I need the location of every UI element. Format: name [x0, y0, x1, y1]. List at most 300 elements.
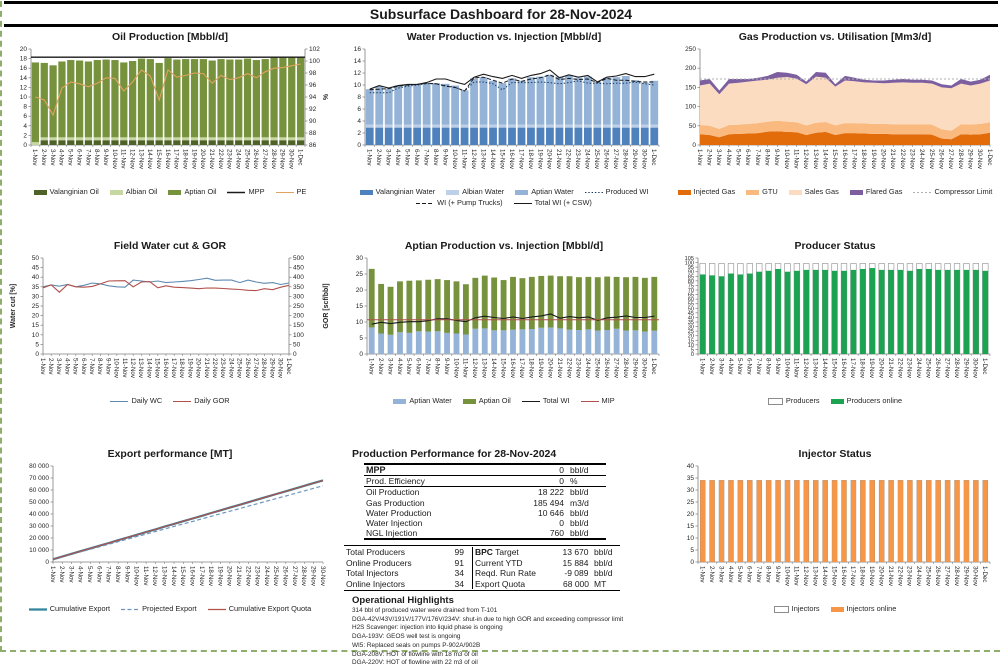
svg-text:30-Nov: 30-Nov: [287, 149, 295, 169]
svg-text:10-Nov: 10-Nov: [132, 566, 140, 586]
legend-item: [446, 187, 504, 197]
svg-text:3-Nov: 3-Nov: [715, 149, 723, 166]
row-unit: bbl/d: [566, 464, 606, 476]
svg-text:17-Nov: 17-Nov: [197, 566, 205, 586]
svg-text:95: 95: [687, 265, 694, 272]
row-unit: bbl/d: [570, 518, 589, 529]
svg-text:25: 25: [686, 499, 694, 506]
highlight-line: WI5: Replaced seals on pumps P-902A/902B: [352, 641, 481, 649]
svg-text:35: 35: [686, 475, 694, 482]
svg-text:0: 0: [359, 351, 363, 358]
chart-title: Field Water cut & GOR: [113, 240, 227, 252]
svg-text:0: 0: [690, 559, 694, 566]
svg-text:5-Nov: 5-Nov: [66, 149, 74, 166]
svg-text:9-Nov: 9-Nov: [773, 566, 781, 583]
highlight-line: H2S Scavenger: injection into liquid phase is ongoing: [352, 624, 503, 632]
highlight-line: DGA-42V/43V/191V/177V/176V/234V: shut-in due to high GOR and exceeding compressor limit: [352, 615, 624, 623]
svg-text:4-Nov: 4-Nov: [726, 358, 734, 375]
highlight-line: DGA-208V: HOT of flowline with 18 m3 of oil: [352, 650, 478, 658]
svg-text:17-Nov: 17-Nov: [849, 358, 857, 378]
svg-text:10: 10: [686, 535, 694, 542]
svg-text:5-Nov: 5-Nov: [734, 149, 742, 166]
svg-text:55: 55: [687, 301, 694, 308]
legend-item: [110, 396, 162, 406]
svg-text:9-Nov: 9-Nov: [104, 358, 112, 375]
svg-text:8: 8: [23, 103, 27, 111]
chart-legend: [338, 187, 670, 208]
svg-text:94: 94: [309, 94, 317, 101]
svg-text:1-Nov: 1-Nov: [48, 566, 56, 583]
svg-text:18-Nov: 18-Nov: [178, 358, 186, 378]
svg-text:10: 10: [31, 331, 39, 339]
svg-text:8-Nov: 8-Nov: [433, 358, 441, 375]
row-label: Oil Production: [366, 487, 420, 498]
svg-text:25-Nov: 25-Nov: [924, 566, 932, 586]
svg-text:90: 90: [309, 118, 317, 125]
svg-text:24-Nov: 24-Nov: [584, 358, 592, 378]
svg-text:80: 80: [687, 278, 694, 285]
legend-item: [463, 396, 511, 406]
svg-text:3-Nov: 3-Nov: [67, 566, 75, 583]
row-value: 15 884: [562, 557, 589, 568]
svg-text:88: 88: [309, 130, 317, 137]
dashboard-grid: [2, 27, 1000, 667]
svg-text:14-Nov: 14-Nov: [820, 358, 828, 378]
gas-production-chart: [670, 27, 1000, 236]
svg-text:22-Nov: 22-Nov: [216, 149, 224, 169]
legend-item: [774, 604, 820, 614]
row-value: 185 494: [533, 497, 564, 508]
svg-text:13-Nov: 13-Nov: [811, 149, 819, 169]
gas-production-plot: [672, 43, 998, 189]
svg-text:19-Nov: 19-Nov: [216, 566, 224, 586]
operational-highlights-list: [352, 607, 664, 668]
svg-text:13-Nov: 13-Nov: [811, 566, 819, 586]
legend-item: [34, 187, 99, 197]
svg-text:90: 90: [687, 269, 694, 276]
svg-text:20-Nov: 20-Nov: [194, 358, 202, 378]
svg-text:15: 15: [355, 303, 363, 310]
svg-text:3-Nov: 3-Nov: [48, 149, 56, 166]
svg-text:150: 150: [685, 84, 696, 92]
svg-text:50: 50: [31, 255, 39, 262]
svg-text:13-Nov: 13-Nov: [137, 358, 145, 378]
svg-text:19-Nov: 19-Nov: [869, 149, 877, 169]
row-value: -9 089: [564, 568, 589, 579]
svg-text:21-Nov: 21-Nov: [555, 149, 563, 169]
legend-swatch: [515, 190, 528, 195]
svg-text:8-Nov: 8-Nov: [96, 358, 104, 375]
svg-text:2: 2: [23, 132, 27, 140]
svg-text:25-Nov: 25-Nov: [272, 566, 280, 586]
legend-swatch: [416, 200, 434, 207]
svg-text:1-Dec: 1-Dec: [981, 358, 989, 375]
svg-text:13-Nov: 13-Nov: [137, 149, 145, 169]
svg-text:5-Nov: 5-Nov: [736, 358, 744, 375]
svg-text:1-Dec: 1-Dec: [650, 149, 658, 166]
svg-text:18: 18: [19, 55, 27, 63]
svg-text:14-Nov: 14-Nov: [145, 358, 153, 378]
svg-text:12-Nov: 12-Nov: [128, 149, 136, 169]
svg-text:7-Nov: 7-Nov: [755, 566, 763, 583]
svg-text:26-Nov: 26-Nov: [933, 566, 941, 586]
svg-text:11-Nov: 11-Nov: [792, 566, 800, 586]
row-unit: %: [566, 476, 606, 487]
svg-text:22-Nov: 22-Nov: [211, 358, 218, 378]
svg-text:10-Nov: 10-Nov: [110, 149, 118, 169]
svg-text:14-Nov: 14-Nov: [169, 566, 177, 586]
svg-text:5-Nov: 5-Nov: [405, 358, 413, 375]
row-unit: bbl/d: [566, 528, 606, 539]
legend-item: [831, 396, 902, 406]
svg-text:11-Nov: 11-Nov: [141, 566, 149, 586]
svg-text:10: 10: [687, 342, 694, 349]
svg-text:15: 15: [31, 322, 39, 330]
svg-text:1-Dec: 1-Dec: [985, 149, 993, 166]
svg-text:7-Nov: 7-Nov: [88, 358, 95, 375]
svg-text:8-Nov: 8-Nov: [431, 149, 439, 166]
highlight-line: DGA-193V: GEOS well test is ongoing: [352, 633, 461, 641]
svg-text:24-Nov: 24-Nov: [915, 358, 923, 378]
svg-text:5: 5: [35, 341, 39, 349]
svg-text:23-Nov: 23-Nov: [905, 358, 913, 378]
row-value: 91: [454, 557, 464, 568]
legend-item: [913, 187, 992, 197]
svg-text:20-Nov: 20-Nov: [877, 566, 885, 586]
svg-text:11-Nov: 11-Nov: [461, 358, 469, 378]
svg-text:4-Nov: 4-Nov: [724, 149, 732, 166]
svg-text:12-Nov: 12-Nov: [469, 149, 477, 169]
svg-text:8-Nov: 8-Nov: [763, 149, 771, 166]
svg-text:13-Nov: 13-Nov: [811, 358, 819, 378]
row-value: 13 670: [562, 547, 589, 558]
row-label: Current YTD: [475, 557, 523, 568]
svg-text:12-Nov: 12-Nov: [471, 358, 479, 378]
svg-text:1-Nov: 1-Nov: [365, 149, 373, 166]
legend-item: [110, 187, 158, 197]
legend-item: [746, 187, 778, 197]
table-row: [364, 518, 606, 528]
svg-text:22-Nov: 22-Nov: [898, 149, 906, 169]
svg-text:7-Nov: 7-Nov: [84, 149, 92, 166]
row-value: 10 646: [538, 507, 564, 518]
legend-swatch: [173, 398, 191, 405]
svg-text:500: 500: [293, 255, 304, 262]
svg-text:13-Nov: 13-Nov: [480, 358, 488, 378]
svg-text:19-Nov: 19-Nov: [186, 358, 194, 378]
table-row: [473, 579, 621, 589]
svg-text:4-Nov: 4-Nov: [76, 566, 84, 583]
legend-item: [514, 198, 592, 208]
svg-text:30 000: 30 000: [29, 523, 49, 530]
svg-text:27-Nov: 27-Nov: [947, 149, 955, 169]
svg-text:25-Nov: 25-Nov: [593, 358, 601, 378]
svg-text:30-Nov: 30-Nov: [976, 149, 984, 169]
legend-label: Projected Export: [142, 604, 197, 613]
chart-legend: [2, 604, 338, 614]
page-title: Subsurface Dashboard for 28-Nov-2024: [4, 1, 998, 27]
svg-text:23-Nov: 23-Nov: [574, 358, 582, 378]
row-unit: bbl/d: [594, 568, 613, 579]
svg-text:9-Nov: 9-Nov: [123, 566, 131, 583]
svg-text:16-Nov: 16-Nov: [839, 566, 847, 586]
svg-text:27-Nov: 27-Nov: [612, 358, 620, 378]
svg-text:6-Nov: 6-Nov: [95, 566, 103, 583]
svg-text:70: 70: [687, 288, 694, 294]
svg-text:4-Nov: 4-Nov: [726, 566, 734, 583]
svg-text:10-Nov: 10-Nov: [450, 149, 458, 169]
legend-label: Injectors online: [846, 604, 897, 613]
row-value: 760: [502, 528, 566, 539]
svg-text:17-Nov: 17-Nov: [170, 358, 177, 378]
svg-text:45: 45: [31, 264, 39, 272]
table-row: [364, 528, 606, 539]
row-label: Prod. Efficiency: [364, 476, 502, 487]
svg-text:11-Nov: 11-Nov: [792, 358, 800, 378]
svg-text:19-Nov: 19-Nov: [190, 149, 198, 169]
svg-text:9-Nov: 9-Nov: [442, 358, 450, 375]
svg-text:3-Nov: 3-Nov: [386, 358, 394, 375]
svg-text:2-Nov: 2-Nov: [375, 149, 383, 166]
legend-swatch: [746, 190, 759, 195]
svg-text:18-Nov: 18-Nov: [858, 358, 866, 378]
svg-text:85: 85: [687, 274, 694, 281]
legend-label: Cumulative Export Quota: [228, 604, 312, 613]
chart-title: Producer Status: [794, 240, 876, 252]
svg-text:6-Nov: 6-Nov: [75, 149, 83, 166]
svg-text:%: %: [323, 93, 330, 101]
svg-text:5: 5: [690, 547, 694, 554]
svg-text:6-Nov: 6-Nov: [745, 566, 753, 583]
dashboard-page: [0, 1, 1000, 667]
svg-text:29-Nov: 29-Nov: [966, 149, 974, 169]
svg-text:0: 0: [692, 142, 696, 149]
legend-label: Flared Gas: [865, 187, 903, 196]
svg-text:5-Nov: 5-Nov: [403, 149, 411, 166]
svg-text:6-Nov: 6-Nov: [412, 149, 420, 166]
svg-text:25-Nov: 25-Nov: [243, 149, 251, 169]
legend-label: WI (+ Pump Trucks): [437, 198, 503, 207]
svg-text:75: 75: [687, 283, 694, 290]
svg-text:23-Nov: 23-Nov: [225, 149, 233, 169]
svg-text:4-Nov: 4-Nov: [57, 149, 65, 166]
legend-label: Aptian Water: [409, 396, 452, 405]
svg-text:6-Nov: 6-Nov: [414, 358, 422, 375]
legend-item: [29, 604, 110, 614]
legend-swatch: [768, 398, 783, 405]
row-value: 0: [502, 476, 566, 487]
svg-text:28-Nov: 28-Nov: [952, 358, 960, 378]
svg-text:27-Nov: 27-Nov: [290, 566, 298, 586]
svg-text:30-Nov: 30-Nov: [640, 149, 648, 169]
svg-text:1-Dec: 1-Dec: [650, 358, 658, 375]
legend-item: [276, 187, 307, 197]
svg-text:2-Nov: 2-Nov: [47, 358, 54, 375]
legend-label: GTU: [762, 187, 778, 196]
svg-text:1-Nov: 1-Nov: [31, 149, 39, 166]
svg-text:23-Nov: 23-Nov: [905, 566, 913, 586]
row-value: 18 222: [538, 487, 564, 498]
legend-item: [789, 187, 839, 197]
svg-text:22-Nov: 22-Nov: [564, 149, 572, 169]
performance-table: [364, 463, 606, 540]
svg-text:3-Nov: 3-Nov: [717, 566, 725, 583]
svg-text:50 000: 50 000: [29, 499, 49, 506]
svg-text:4: 4: [357, 118, 361, 125]
svg-text:4-Nov: 4-Nov: [63, 358, 71, 375]
svg-text:6-Nov: 6-Nov: [745, 358, 753, 375]
svg-text:26-Nov: 26-Nov: [933, 358, 941, 378]
row-label: Total Producers: [346, 547, 406, 558]
svg-text:19-Nov: 19-Nov: [868, 566, 876, 586]
legend-swatch: [463, 399, 476, 404]
legend-label: Produced WI: [605, 187, 649, 196]
svg-text:24-Nov: 24-Nov: [234, 149, 242, 169]
table-row: [364, 508, 606, 518]
svg-text:7-Nov: 7-Nov: [755, 358, 763, 375]
svg-text:20-Nov: 20-Nov: [877, 358, 885, 378]
legend-item: [208, 604, 312, 614]
svg-text:21-Nov: 21-Nov: [555, 358, 563, 378]
legend-swatch: [522, 398, 540, 405]
row-label: Online Producers: [346, 557, 412, 568]
svg-text:250: 250: [685, 46, 696, 53]
svg-text:16: 16: [19, 65, 27, 73]
legend-item: [678, 187, 736, 197]
legend-label: Producers: [785, 396, 820, 405]
svg-text:105: 105: [684, 256, 694, 262]
counts-bpc-tables: [344, 545, 620, 591]
svg-text:18-Nov: 18-Nov: [527, 358, 535, 378]
svg-text:92: 92: [309, 106, 317, 113]
svg-text:5-Nov: 5-Nov: [736, 566, 744, 583]
table-row: [473, 568, 621, 578]
export-performance-plot: [7, 460, 333, 606]
svg-text:30-Nov: 30-Nov: [318, 566, 326, 586]
svg-text:10: 10: [19, 94, 27, 101]
aptian-production-chart: [338, 236, 670, 444]
svg-text:12: 12: [19, 84, 27, 92]
svg-text:50: 50: [293, 341, 301, 349]
legend-label: Aptian Water: [531, 187, 574, 196]
svg-text:21-Nov: 21-Nov: [886, 566, 894, 586]
legend-label: MPP: [248, 187, 265, 196]
svg-text:22-Nov: 22-Nov: [244, 566, 252, 586]
svg-text:2-Nov: 2-Nov: [40, 149, 48, 166]
legend-swatch: [514, 200, 532, 207]
injector-status-chart: [670, 444, 1000, 648]
svg-text:14: 14: [19, 74, 27, 82]
row-label: Export Quota: [475, 578, 526, 589]
svg-text:16: 16: [353, 46, 361, 53]
svg-text:10: 10: [353, 82, 361, 89]
svg-text:14: 14: [353, 58, 361, 65]
svg-text:17-Nov: 17-Nov: [172, 149, 180, 169]
svg-text:350: 350: [293, 283, 304, 291]
legend-label: Sales Gas: [804, 187, 839, 196]
svg-text:1-Dec: 1-Dec: [981, 566, 989, 583]
svg-text:60 000: 60 000: [29, 487, 49, 494]
svg-text:29-Nov: 29-Nov: [962, 566, 970, 586]
svg-text:9-Nov: 9-Nov: [773, 358, 781, 375]
svg-text:2-Nov: 2-Nov: [705, 149, 713, 166]
svg-text:8-Nov: 8-Nov: [764, 358, 772, 375]
svg-text:45: 45: [687, 310, 694, 317]
svg-text:7-Nov: 7-Nov: [753, 149, 761, 166]
svg-text:15-Nov: 15-Nov: [154, 149, 162, 169]
svg-text:4-Nov: 4-Nov: [393, 149, 401, 166]
legend-item: [168, 187, 216, 197]
legend-label: Albian Water: [462, 187, 505, 196]
svg-text:12-Nov: 12-Nov: [802, 358, 810, 378]
svg-text:10-Nov: 10-Nov: [452, 358, 460, 378]
svg-text:1-Nov: 1-Nov: [698, 358, 706, 375]
svg-text:10-Nov: 10-Nov: [782, 149, 790, 169]
legend-item: [768, 396, 820, 406]
water-production-chart: [338, 27, 670, 236]
svg-text:11-Nov: 11-Nov: [792, 149, 800, 169]
svg-text:GOR [scf/bbl]: GOR [scf/bbl]: [323, 283, 330, 329]
svg-text:20: 20: [355, 287, 363, 294]
legend-item: [831, 604, 897, 614]
svg-text:86: 86: [309, 142, 317, 149]
table-row: [344, 568, 472, 578]
svg-text:18-Nov: 18-Nov: [858, 566, 866, 586]
legend-label: Aptian Oil: [184, 187, 217, 196]
row-label: BPC Target: [475, 547, 519, 558]
svg-text:28-Nov: 28-Nov: [300, 566, 308, 586]
table-row: [344, 579, 472, 589]
legend-swatch: [789, 190, 802, 195]
svg-text:100: 100: [309, 58, 320, 65]
svg-text:0: 0: [357, 142, 361, 149]
svg-text:24-Nov: 24-Nov: [262, 566, 270, 586]
performance-table-title: Production Performance for 28-Nov-2024: [352, 448, 557, 460]
svg-text:9-Nov: 9-Nov: [101, 149, 109, 166]
legend-swatch: [678, 190, 691, 195]
chart-title: Aptian Production vs. Injection [Mbbl/d]: [404, 240, 604, 252]
svg-text:60: 60: [687, 297, 694, 304]
svg-text:96: 96: [309, 82, 317, 89]
svg-text:21-Nov: 21-Nov: [889, 149, 897, 169]
chart-title: Gas Production vs. Utilisation [Mm3/d]: [738, 31, 932, 43]
svg-text:9-Nov: 9-Nov: [441, 149, 449, 166]
row-label: NGL Injection: [364, 528, 502, 539]
legend-swatch: [446, 190, 459, 195]
svg-text:16-Nov: 16-Nov: [163, 149, 171, 169]
svg-text:29-Nov: 29-Nov: [309, 566, 317, 586]
svg-text:28-Nov: 28-Nov: [260, 358, 268, 378]
legend-swatch: [581, 398, 599, 405]
svg-text:14-Nov: 14-Nov: [821, 149, 829, 169]
legend-swatch: [110, 398, 128, 405]
legend-swatch: [208, 606, 226, 613]
table-row: [473, 547, 621, 557]
svg-text:0: 0: [23, 142, 27, 149]
table-row: [344, 558, 472, 568]
svg-text:26-Nov: 26-Nov: [602, 358, 610, 378]
legend-label: Valanginian Oil: [49, 187, 99, 196]
svg-text:9-Nov: 9-Nov: [773, 149, 781, 166]
legend-swatch: [831, 607, 844, 612]
oil-production-chart: [2, 27, 338, 236]
legend-label: MIP: [601, 396, 615, 405]
svg-text:13-Nov: 13-Nov: [479, 149, 487, 169]
row-value: 34: [454, 578, 464, 589]
row-value: 0: [502, 464, 566, 476]
svg-text:10 000: 10 000: [29, 547, 49, 554]
svg-text:30-Nov: 30-Nov: [640, 358, 648, 378]
